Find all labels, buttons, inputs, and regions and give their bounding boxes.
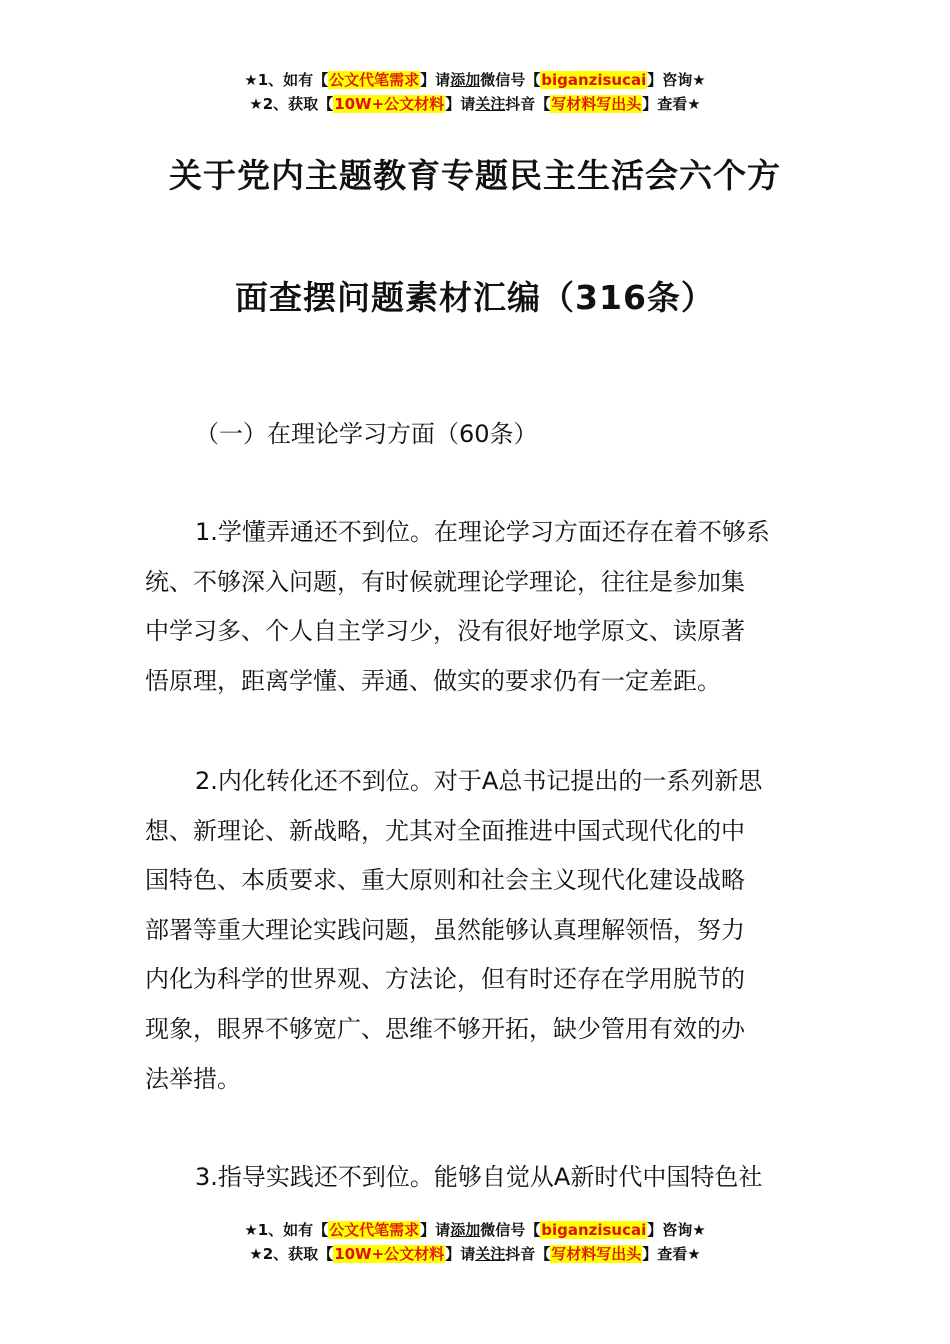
header-banner [0,68,950,116]
banner-line-2 [0,1242,950,1266]
paragraph-line: 悟原理，距离学懂、弄通、做实的要求仍有一定差距。 [145,666,721,695]
banner-text: 】查看★ [642,95,701,113]
banner-text: 】咨询★ [647,1221,706,1239]
highlight-text: 公文代笔需求 [329,1221,420,1239]
paragraph-line: 国特色、本质要求、重大原则和社会主义现代化建设战略 [145,866,745,895]
banner-text: ★1、如有【 [244,71,329,89]
paragraph-line: 3.指导实践还不到位。能够自觉从A新时代中国特色社 [195,1163,763,1191]
banner-text: 】请 [445,1245,476,1263]
paragraph-line: 现象，眼界不够宽广、思维不够开拓，缺少管用有效的办 [145,1014,745,1043]
banner-text: ★2、获取【 [249,95,334,113]
banner-text: 】咨询★ [647,71,706,89]
banner-text: 】查看★ [642,1245,701,1263]
underlined-text: 关注 [475,1245,506,1263]
highlight-text: 10W+公文材料 [334,95,445,113]
section-heading: （一）在理论学习方面（60条） [195,420,538,448]
highlight-text: 10W+公文材料 [334,1245,445,1263]
banner-text: 微信号【 [480,1221,541,1239]
banner-line-2 [0,92,950,116]
banner-text: 】请 [420,71,451,89]
banner-text: ★1、如有【 [244,1221,329,1239]
paragraph-line: 1.学懂弄通还不到位。在理论学习方面还存在着不够系 [195,518,770,546]
footer-banner [0,1218,950,1266]
document-title-line-2: 面查摆问题素材汇编（316条） [235,278,715,317]
banner-text: 】请 [445,95,476,113]
paragraph-line: 2.内化转化还不到位。对于A总书记提出的一系列新思 [195,767,763,795]
document-title-line-1: 关于党内主题教育专题民主生活会六个方 [169,156,781,195]
paragraph-line: 内化为科学的世界观、方法论，但有时还存在学用脱节的 [145,965,745,994]
banner-line-1 [0,68,950,92]
paragraph-line: 法举措。 [145,1064,241,1093]
underlined-text: 添加 [450,1221,481,1239]
douyin-account: 写材料写出头 [551,95,642,113]
banner-line-1 [0,1218,950,1242]
paragraph [145,508,810,706]
banner-text: ★2、获取【 [249,1245,334,1263]
paragraph [145,1153,810,1203]
highlight-text: 公文代笔需求 [329,71,420,89]
paragraph-line: 中学习多、个人自主学习少，没有很好地学原文、读原著 [145,617,745,646]
banner-text: 】请 [420,1221,451,1239]
wechat-id: biganzisucai [541,71,647,89]
paragraph-line: 想、新理论、新战略，尤其对全面推进中国式现代化的中 [145,816,745,845]
underlined-text: 关注 [475,95,506,113]
banner-text: 微信号【 [480,71,541,89]
banner-text: 抖音【 [505,1245,551,1263]
banner-text: 抖音【 [505,95,551,113]
paragraph [145,757,810,1104]
wechat-id: biganzisucai [541,1221,647,1239]
douyin-account: 写材料写出头 [551,1245,642,1263]
paragraph-line: 部署等重大理论实践问题，虽然能够认真理解领悟，努力 [145,915,745,944]
underlined-text: 添加 [450,71,481,89]
paragraph-line: 统、不够深入问题，有时候就理论学理论，往往是参加集 [145,567,745,596]
